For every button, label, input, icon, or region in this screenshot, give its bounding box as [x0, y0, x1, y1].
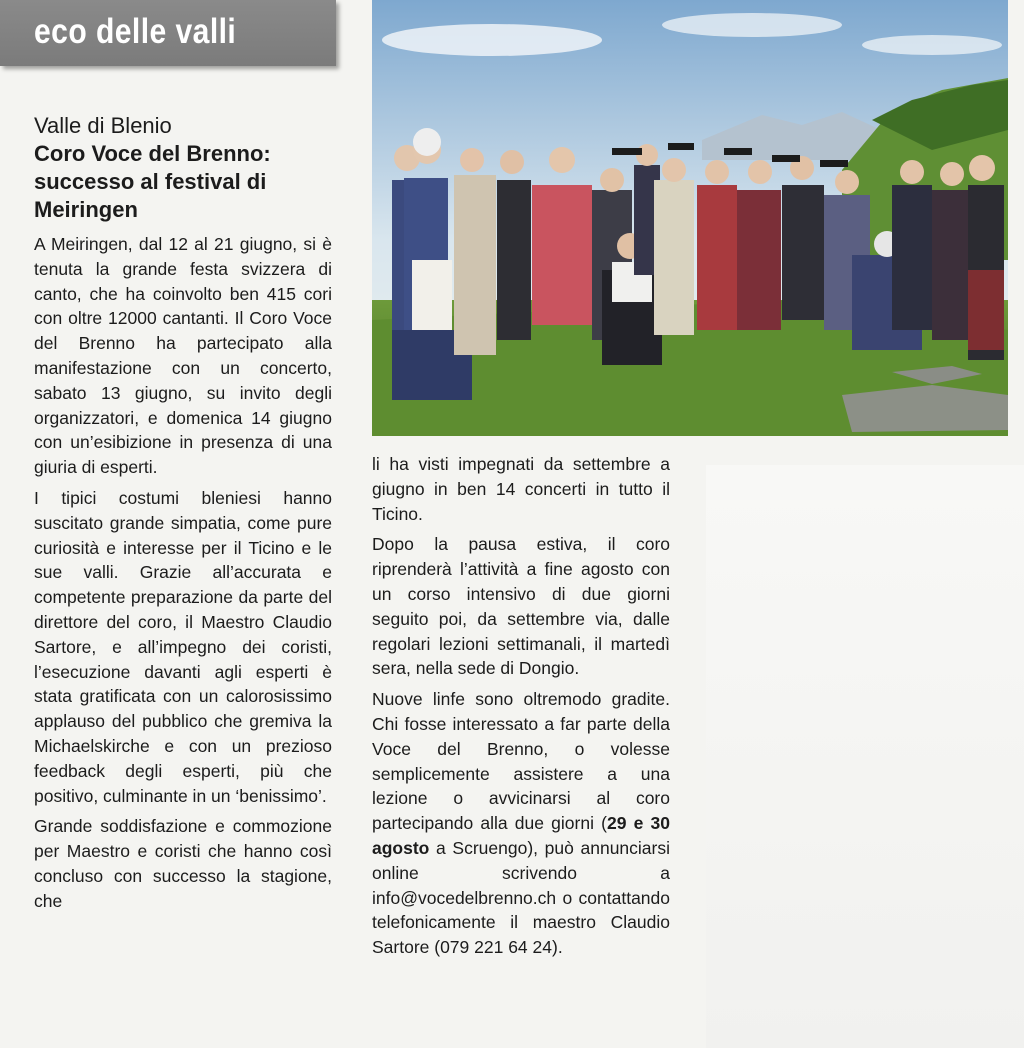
choir-photo	[372, 0, 1008, 436]
contact-text-end: a Scruengo), può annunciarsi online scrivendo a info@vocedelbrenno.ch o contattando telefonicamente il maestro Claudio Sartore (079 221 64 24).	[372, 837, 670, 958]
event-dates: 29 e 30 agosto	[372, 813, 670, 858]
article-paragraph-contact	[372, 687, 670, 960]
article-paragraph: A Meiringen, dal 12 al 21 giugno, si è tenuta la grande festa svizzera di canto, che ha coinvolto ben 415 cori con oltre 12000 cantanti. Il Coro Voce del Brenno ha partecipato alla manifestazione con un concerto, sabato 13 giugno, su invito degli organizzatori, e domenica 14 giugno con un’esibizione in presenza di una giuria di esperti.	[34, 234, 332, 478]
page-background-right	[706, 465, 1024, 1048]
contact-text-start: Nuove linfe sono oltremodo gradite. Chi fosse interessato a far parte della Voce del Brenno, o volesse semplicemente assistere a una lezione o avvicinarsi al coro partecipando alla due giorni (	[372, 689, 670, 834]
article-paragraph: Grande soddisfazione e commozione per Maestro e coristi che hanno così concluso con successo la stagione, che	[34, 816, 332, 911]
article-paragraph: li ha visti impegnati da settembre a giugno in ben 14 concerti in tutto il Ticino.	[372, 454, 670, 524]
article-column-left	[34, 112, 332, 920]
article-kicker: Valle di Blenio	[34, 113, 172, 138]
article-paragraph: Dopo la pausa estiva, il coro riprenderà l’attività a fine agosto con un corso intensivo di due giorni seguito poi, da settembre via, dalle regolari lezioni settimanali, il martedì sera, nella sede di Dongio.	[372, 534, 670, 679]
article-paragraph: I tipici costumi bleniesi hanno suscitato grande simpatia, come pure curiosità e interesse per il Ticino e le sue valli. Grazie all’accurata e competente preparazione da parte del direttore del coro, il Maestro Claudio Sartore, e all’impegno dei coristi, l’esecuzione davanti agli esperti è stata gratificata con un calorosissimo applauso del pubblico che gremiva la Michaelskirche e con un prezioso feedback degli esperti, più che positivo, culminante in un ‘benissimo’.	[34, 487, 332, 806]
article-headline: Coro Voce del Brenno: successo al festival di Meiringen	[34, 141, 271, 222]
section-header	[0, 0, 336, 66]
article-column-middle	[372, 452, 670, 966]
section-title: eco delle valli	[34, 12, 237, 51]
